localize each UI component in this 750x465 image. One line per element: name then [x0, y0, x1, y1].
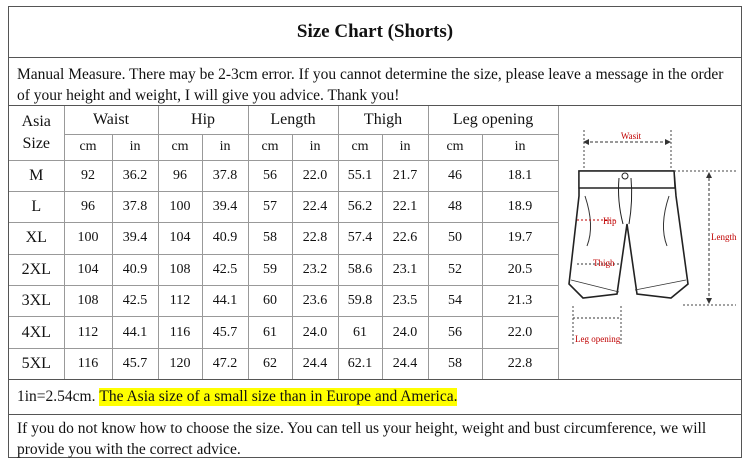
value-cell: 21.3 — [482, 286, 558, 317]
value-cell: 22.8 — [482, 348, 558, 379]
unit-label: cm — [158, 134, 202, 160]
unit-label: cm — [64, 134, 112, 160]
size-cell: M — [9, 160, 64, 191]
value-cell: 23.5 — [382, 286, 428, 317]
conversion-note — [9, 379, 741, 415]
size-table-wrapper — [9, 106, 559, 379]
value-cell: 45.7 — [112, 348, 158, 379]
value-cell: 42.5 — [202, 254, 248, 285]
value-cell: 100 — [158, 191, 202, 222]
value-cell: 42.5 — [112, 286, 158, 317]
size-cell: L — [9, 191, 64, 222]
shorts-measurement-diagram — [559, 106, 741, 379]
value-cell: 46 — [428, 160, 482, 191]
asia-size-highlight: The Asia size of a small size than in Europe and America. — [99, 388, 458, 405]
value-cell: 92 — [64, 160, 112, 191]
value-cell: 56 — [428, 317, 482, 348]
value-cell: 55.1 — [338, 160, 382, 191]
unit-label: cm — [338, 134, 382, 160]
value-cell: 19.7 — [482, 223, 558, 254]
unit-label: in — [292, 134, 338, 160]
size-header-line2: Size — [22, 134, 51, 152]
value-cell: 54 — [428, 286, 482, 317]
value-cell: 96 — [158, 160, 202, 191]
value-cell: 22.0 — [292, 160, 338, 191]
value-cell: 58.6 — [338, 254, 382, 285]
value-cell: 36.2 — [112, 160, 158, 191]
value-cell: 20.5 — [482, 254, 558, 285]
advice-footer: If you do not know how to choose the size. You can tell us your height, weight and bust circumference, we will provide you with the correct advice. — [17, 420, 707, 458]
size-cell: 2XL — [9, 254, 64, 285]
table-row — [9, 254, 558, 285]
value-cell: 57 — [248, 191, 292, 222]
value-cell: 61 — [338, 317, 382, 348]
value-cell: 62 — [248, 348, 292, 379]
shorts-outline — [569, 171, 688, 298]
value-cell: 112 — [64, 317, 112, 348]
value-cell: 116 — [158, 317, 202, 348]
value-cell: 116 — [64, 348, 112, 379]
leg-opening-label: Leg opening — [575, 334, 621, 344]
conversion-text: 1in=2.54cm. — [17, 388, 100, 405]
value-cell: 108 — [158, 254, 202, 285]
measure-note: Manual Measure. There may be 2-3cm error. If you cannot determine the size, please leave a message in the order of your height and weight, I will give you advice. Thank you! — [9, 58, 741, 106]
value-cell: 50 — [428, 223, 482, 254]
waist-label: Wasit — [620, 131, 642, 141]
value-cell: 96 — [64, 191, 112, 222]
value-cell: 22.6 — [382, 223, 428, 254]
value-cell: 104 — [158, 223, 202, 254]
value-cell: 44.1 — [202, 286, 248, 317]
header-hip: Hip — [158, 106, 248, 134]
size-cell: 4XL — [9, 317, 64, 348]
length-label: Length — [711, 232, 737, 242]
length-arrow-up-icon — [706, 172, 712, 178]
value-cell: 56.2 — [338, 191, 382, 222]
value-cell: 18.9 — [482, 191, 558, 222]
value-cell: 23.1 — [382, 254, 428, 285]
value-cell: 37.8 — [112, 191, 158, 222]
unit-label: in — [112, 134, 158, 160]
value-cell: 104 — [64, 254, 112, 285]
size-cell: 3XL — [9, 286, 64, 317]
value-cell: 40.9 — [112, 254, 158, 285]
value-cell: 60 — [248, 286, 292, 317]
value-cell: 56 — [248, 160, 292, 191]
value-cell: 62.1 — [338, 348, 382, 379]
table-row — [9, 348, 558, 379]
value-cell: 24.4 — [292, 348, 338, 379]
value-cell: 57.4 — [338, 223, 382, 254]
size-header-line1: Asia — [21, 112, 51, 130]
value-cell: 22.8 — [292, 223, 338, 254]
value-cell: 61 — [248, 317, 292, 348]
waist-arrow-right-icon — [665, 139, 671, 145]
value-cell: 45.7 — [202, 317, 248, 348]
value-cell: 24.0 — [292, 317, 338, 348]
value-cell: 37.8 — [202, 160, 248, 191]
shorts-diagram-svg — [559, 106, 741, 379]
size-chart-sheet — [8, 6, 742, 458]
value-cell: 18.1 — [482, 160, 558, 191]
unit-label: in — [382, 134, 428, 160]
value-cell: 22.4 — [292, 191, 338, 222]
value-cell: 58 — [248, 223, 292, 254]
value-cell: 40.9 — [202, 223, 248, 254]
value-cell: 24.4 — [382, 348, 428, 379]
header-thigh: Thigh — [338, 106, 428, 134]
value-cell: 112 — [158, 286, 202, 317]
value-cell: 21.7 — [382, 160, 428, 191]
chart-title: Size Chart (Shorts) — [9, 7, 741, 58]
table-row — [9, 191, 558, 222]
header-waist: Waist — [64, 106, 158, 134]
unit-label: cm — [248, 134, 292, 160]
header-leg-opening: Leg opening — [428, 106, 558, 134]
value-cell: 59 — [248, 254, 292, 285]
unit-label: in — [202, 134, 248, 160]
size-header — [9, 106, 64, 160]
value-cell: 23.6 — [292, 286, 338, 317]
header-length: Length — [248, 106, 338, 134]
value-cell: 47.2 — [202, 348, 248, 379]
value-cell: 39.4 — [112, 223, 158, 254]
value-cell: 52 — [428, 254, 482, 285]
table-row — [9, 317, 558, 348]
table-row — [9, 286, 558, 317]
hip-label: Hip — [603, 216, 617, 226]
value-cell: 24.0 — [382, 317, 428, 348]
value-cell: 39.4 — [202, 191, 248, 222]
table-row — [9, 223, 558, 254]
thigh-label: Thigh — [593, 258, 615, 268]
value-cell: 44.1 — [112, 317, 158, 348]
table-row — [9, 160, 558, 191]
unit-label: cm — [428, 134, 482, 160]
value-cell: 58 — [428, 348, 482, 379]
value-cell: 108 — [64, 286, 112, 317]
value-cell: 23.2 — [292, 254, 338, 285]
size-cell: XL — [9, 223, 64, 254]
value-cell: 22.1 — [382, 191, 428, 222]
size-cell: 5XL — [9, 348, 64, 379]
value-cell: 59.8 — [338, 286, 382, 317]
value-cell: 100 — [64, 223, 112, 254]
size-table — [9, 106, 559, 379]
value-cell: 48 — [428, 191, 482, 222]
length-arrow-down-icon — [706, 298, 712, 304]
unit-label: in — [482, 134, 558, 160]
value-cell: 22.0 — [482, 317, 558, 348]
value-cell: 120 — [158, 348, 202, 379]
